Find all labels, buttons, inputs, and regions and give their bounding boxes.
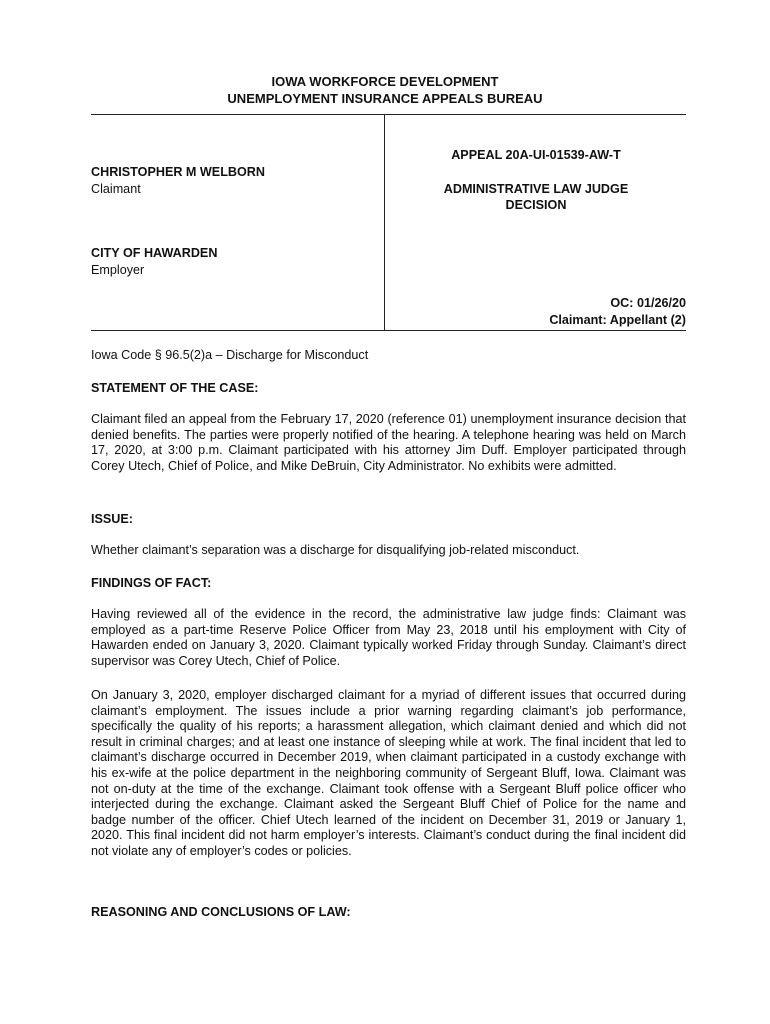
claimant-role: Claimant xyxy=(91,182,141,196)
bureau-name: UNEMPLOYMENT INSURANCE APPEALS BUREAU xyxy=(227,91,543,106)
findings-paragraph-1: Having reviewed all of the evidence in the record, the administrative law judge finds: Claimant was employed as a part-time Reserve Police Officer from May 23, 2018 until his employment with City of Hawarden ended on January 3, 2020. Claimant typically worked Friday through Sunday. Claimant’s direct supervisor was Corey Utech, Chief of Police. xyxy=(91,607,686,668)
issue-heading: ISSUE: xyxy=(91,512,133,526)
agency-name: IOWA WORKFORCE DEVELOPMENT xyxy=(271,74,499,89)
findings-paragraph-2: On January 3, 2020, employer discharged claimant for a myriad of different issues that occurred during claimant’s employment. The issues include a prior warning regarding claimant’s job performance, specifically the quality of his reports; a harassment allegation, which claimant denied and which did not result in criminal charges; and at least one instance of sleeping while at work. The final incident that led to claimant’s discharge occurred in December 2019, when claimant participated in a custody exchange with his ex-wife at the police department in the neighboring community of Sergeant Bluff, Iowa. Claimant was not on-duty at the time of the exchange. Claimant took offense with a Sergeant Bluff police officer who interjected during the exchange. Claimant asked the Sergeant Bluff Chief of Police for the name and badge number of the officer. Chief Utech learned of the incident on December 31, 2019 or January 1, 2020. This final incident did not harm employer’s interests. Claimant’s conduct during the final incident did not violate any of employer’s codes or policies. xyxy=(91,688,686,858)
code-citation: Iowa Code § 96.5(2)a – Discharge for Misconduct xyxy=(91,348,369,362)
decision-title-line1: ADMINISTRATIVE LAW JUDGE xyxy=(443,182,629,196)
findings-heading: FINDINGS OF FACT: xyxy=(91,576,212,590)
reasoning-heading: REASONING AND CONCLUSIONS OF LAW: xyxy=(91,905,351,919)
caption-top-rule xyxy=(91,114,686,115)
employer-name: CITY OF HAWARDEN xyxy=(91,246,218,260)
employer-role: Employer xyxy=(91,263,145,277)
issue-text: Whether claimant’s separation was a discharge for disqualifying job-related misconduct. xyxy=(91,543,580,557)
oc-date: OC: 01/26/20 xyxy=(610,296,686,310)
decision-title-line2: DECISION xyxy=(505,198,567,212)
statement-heading: STATEMENT OF THE CASE: xyxy=(91,381,259,395)
caption-divider xyxy=(384,114,385,331)
appellant-status: Claimant: Appellant (2) xyxy=(549,313,686,327)
claimant-name: CHRISTOPHER M WELBORN xyxy=(91,165,265,179)
appeal-number: APPEAL 20A-UI-01539-AW-T xyxy=(451,148,621,162)
caption-bottom-rule xyxy=(91,330,686,331)
statement-text: Claimant filed an appeal from the February 17, 2020 (reference 01) unemployment insurance decision that denied benefits. The parties were properly notified of the hearing. A telephone hearing was held on March 17, 2020, at 3:00 p.m. Claimant participated with his attorney Jim Duff. Employer participated through Corey Utech, Chief of Police, and Mike DeBruin, City Administrator. No exhibits were admitted. xyxy=(91,412,686,473)
